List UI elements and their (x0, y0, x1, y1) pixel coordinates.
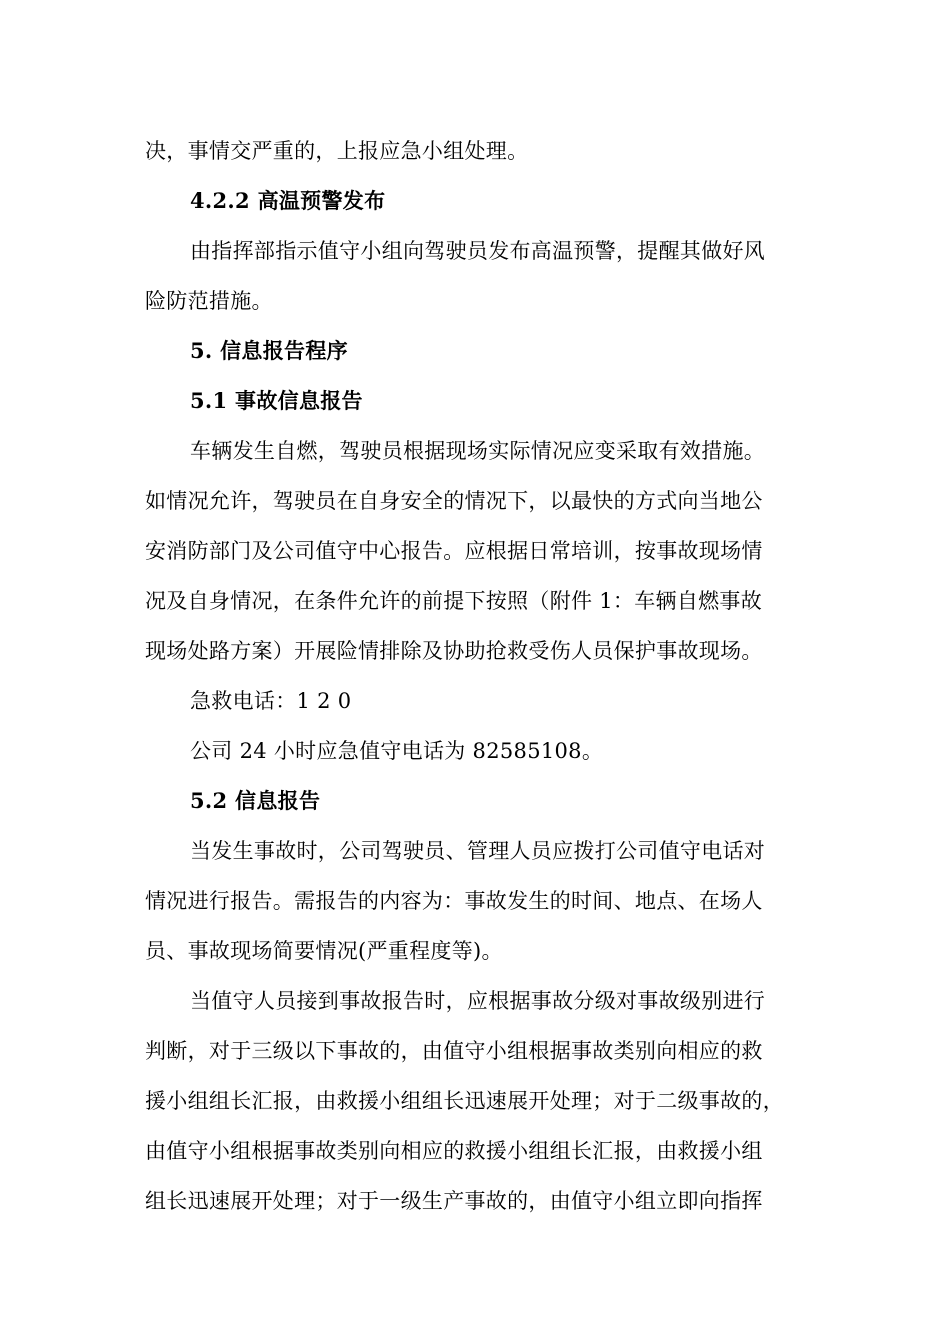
paragraph-line: 如情况允许，驾驶员在自身安全的情况下，以最快的方式向当地公 (145, 489, 763, 513)
paragraph-line: 判断，对于三级以下事故的，由值守小组根据事故类别向相应的救 (145, 1039, 763, 1063)
paragraph-line: 援小组组长汇报，由救援小组组长迅速展开处理；对于二级事故的， (145, 1089, 784, 1113)
section-heading-5-1: 5.1 事故信息报告 (190, 388, 363, 413)
paragraph-line: 当值守人员接到事故报告时，应根据事故分级对事故级别进行 (190, 989, 766, 1013)
paragraph-line: 险防范措施。 (145, 289, 273, 313)
paragraph-line: 由值守小组根据事故类别向相应的救援小组组长汇报，由救援小组 (145, 1139, 763, 1163)
paragraph-line: 员、事故现场简要情况(严重程度等)。 (145, 939, 503, 963)
section-heading-5: 5. 信息报告程序 (190, 338, 348, 363)
paragraph-line: 当发生事故时，公司驾驶员、管理人员应拨打公司值守电话对 (190, 839, 766, 863)
section-heading-5-2: 5.2 信息报告 (190, 788, 321, 813)
paragraph-line: 现场处路方案）开展险情排除及协助抢救受伤人员保护事故现场。 (145, 639, 763, 663)
paragraph-line: 车辆发生自燃，驾驶员根据现场实际情况应变采取有效措施。 (190, 439, 766, 463)
paragraph-line: 决，事情交严重的，上报应急小组处理。 (145, 139, 529, 163)
paragraph-line: 安消防部门及公司值守中心报告。应根据日常培训，按事故现场情 (145, 539, 763, 563)
paragraph-line: 情况进行报告。需报告的内容为：事故发生的时间、地点、在场人 (145, 889, 763, 913)
paragraph-line: 组长迅速展开处理；对于一级生产事故的，由值守小组立即向指挥 (145, 1189, 763, 1213)
section-heading-4-2-2: 4.2.2 高温预警发布 (190, 188, 386, 213)
paragraph-line: 由指挥部指示值守小组向驾驶员发布高温预警，提醒其做好风 (190, 239, 766, 263)
emergency-phone-line: 急救电话：1 2 0 (190, 689, 352, 713)
duty-phone-line: 公司 24 小时应急值守电话为 82585108。 (190, 739, 604, 763)
paragraph-line: 况及自身情况，在条件允许的前提下按照（附件 1：车辆自燃事故 (145, 589, 763, 613)
